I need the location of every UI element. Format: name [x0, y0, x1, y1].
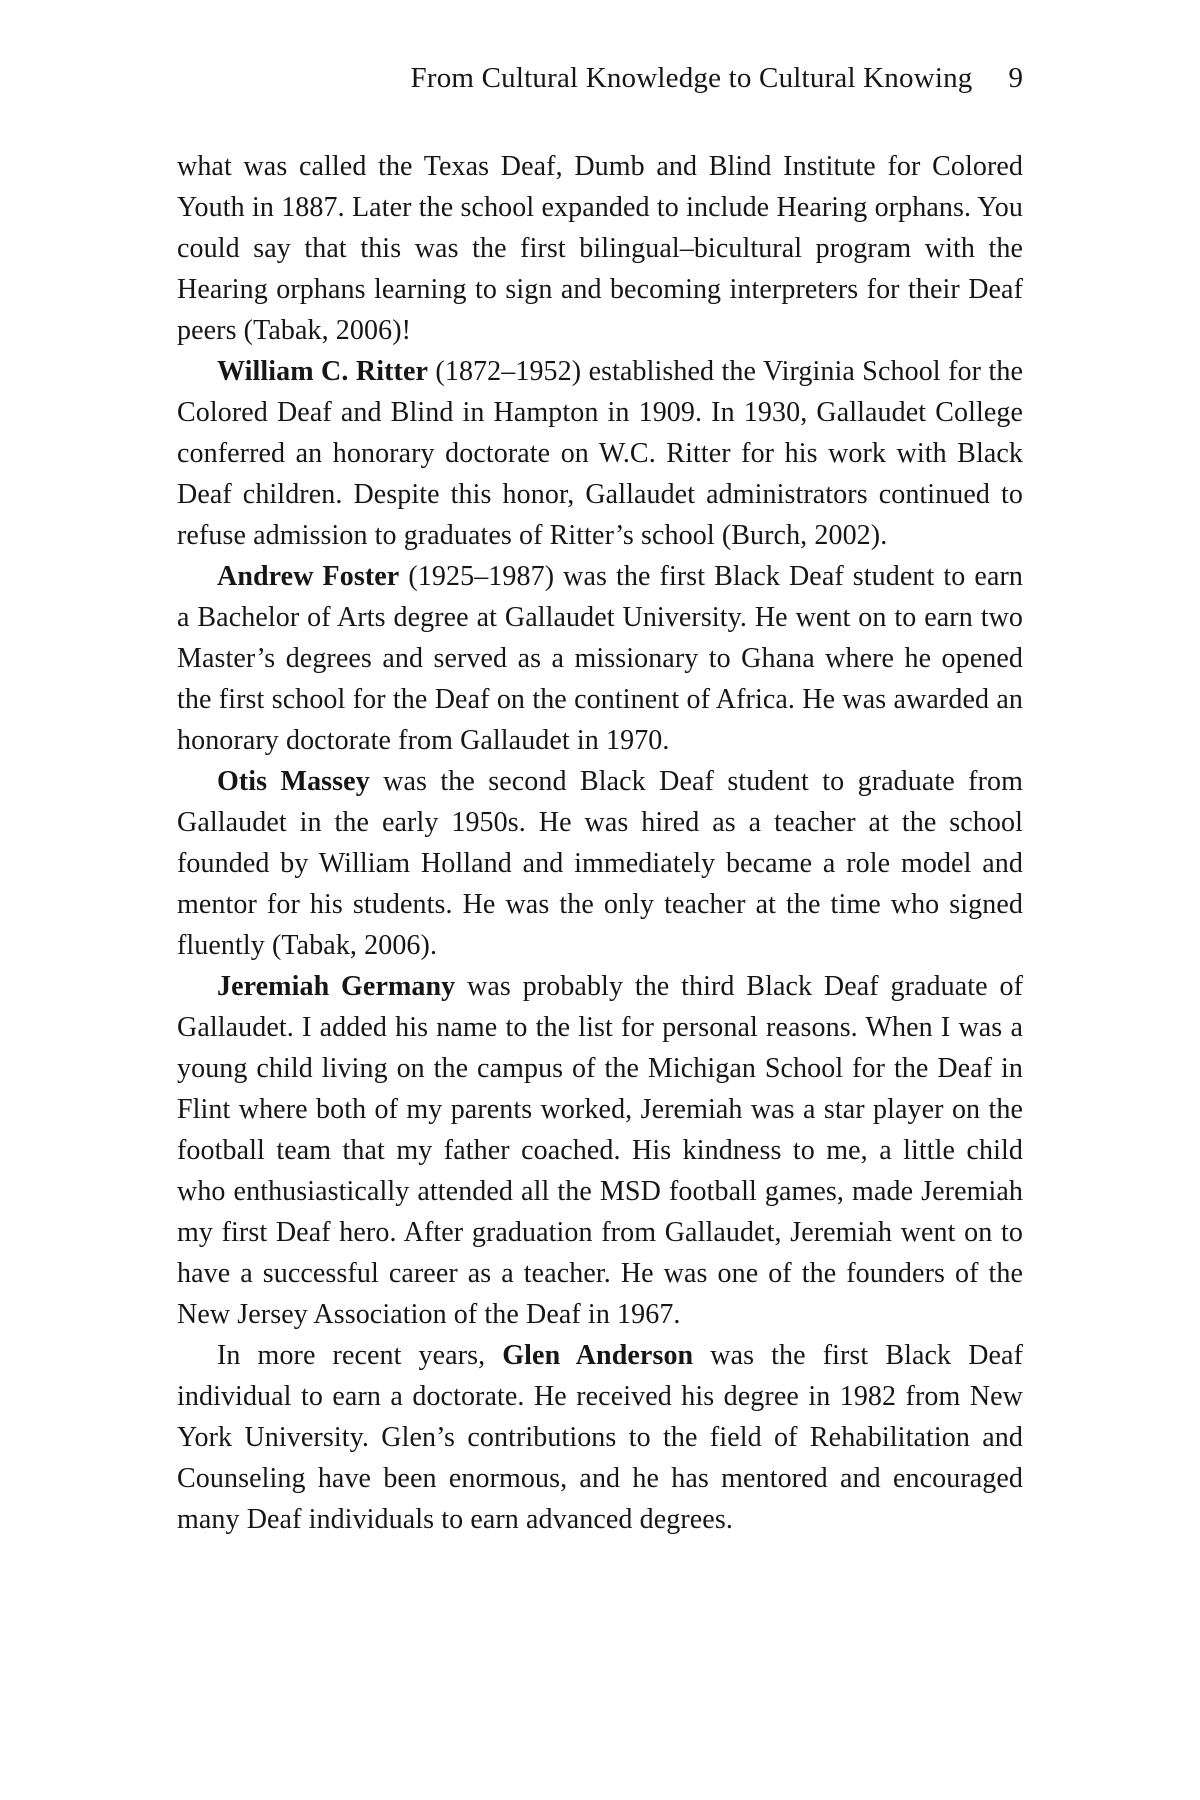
paragraph — [177, 146, 1023, 351]
running-head-title: From Cultural Knowledge to Cultural Knowing — [410, 62, 973, 94]
person-name: Glen Anderson — [502, 1340, 694, 1371]
paragraph-text: was the first Black Deaf individual to earn a doctorate. He received his degree in 1982 from New York University. Glen’s contributions to the field of Rehabilitation and Counseling have been enormous, and he has mentored and encouraged many Deaf individuals to earn advanced degrees. — [177, 1340, 1023, 1535]
running-head — [177, 60, 1023, 96]
paragraph — [177, 351, 1023, 556]
paragraph-text: was probably the third Black Deaf graduate of Gallaudet. I added his name to the list for personal reasons. When I was a young child living on the campus of the Michigan School for the Deaf in Flint where both of my parents worked, Jeremiah was a star player on the football team that my father coached. His kindness to me, a little child who enthusiastically attended all the MSD football games, made Jeremiah my first Deaf hero. After graduation from Gallaudet, Jeremiah went on to have a successful career as a teacher. He was one of the founders of the New Jersey Association of the Deaf in 1967. — [177, 971, 1023, 1330]
person-name: Jeremiah Germany — [217, 971, 456, 1002]
paragraph-text: (1872–1952) established the Virginia School for the Colored Deaf and Blind in Hampton in 1909. In 1930, Gallaudet College conferred an honorary doctorate on W.C. Ritter for his work with Black Deaf children. Despite this honor, Gallaudet administrators continued to refuse admission to graduates of Ritter’s school (Burch, 2002). — [177, 356, 1023, 551]
paragraph — [177, 556, 1023, 761]
paragraph-text: what was called the Texas Deaf, Dumb and Blind Institute for Colored Youth in 1887. Later the school expanded to include Hearing orphans. You could say that this was the first bilingual–bicultural program with the Hearing orphans learning to sign and becoming interpreters for their Deaf peers (Tabak, 2006)! — [177, 151, 1023, 346]
paragraph-text: was the second Black Deaf student to graduate from Gallaudet in the early 1950s. He was hired as a teacher at the school founded by William Holland and immediately became a role model and mentor for his students. He was the only teacher at the time who signed fluently (Tabak, 2006). — [177, 766, 1023, 961]
person-name: Andrew Foster — [217, 561, 400, 592]
paragraph-text: (1925–1987) was the first Black Deaf student to earn a Bachelor of Arts degree at Gallaudet University. He went on to earn two Master’s degrees and served as a missionary to Ghana where he opened the first school for the Deaf on the continent of Africa. He was awarded an honorary doctorate from Gallaudet in 1970. — [177, 561, 1023, 756]
paragraph-text: In more recent years, — [217, 1340, 503, 1371]
text-block — [177, 146, 1023, 1540]
person-name: Otis Massey — [217, 766, 370, 797]
person-name: William C. Ritter — [217, 356, 429, 387]
paragraph — [177, 966, 1023, 1335]
paragraph — [177, 1335, 1023, 1540]
page-number: 9 — [1008, 62, 1023, 94]
paragraph — [177, 761, 1023, 966]
